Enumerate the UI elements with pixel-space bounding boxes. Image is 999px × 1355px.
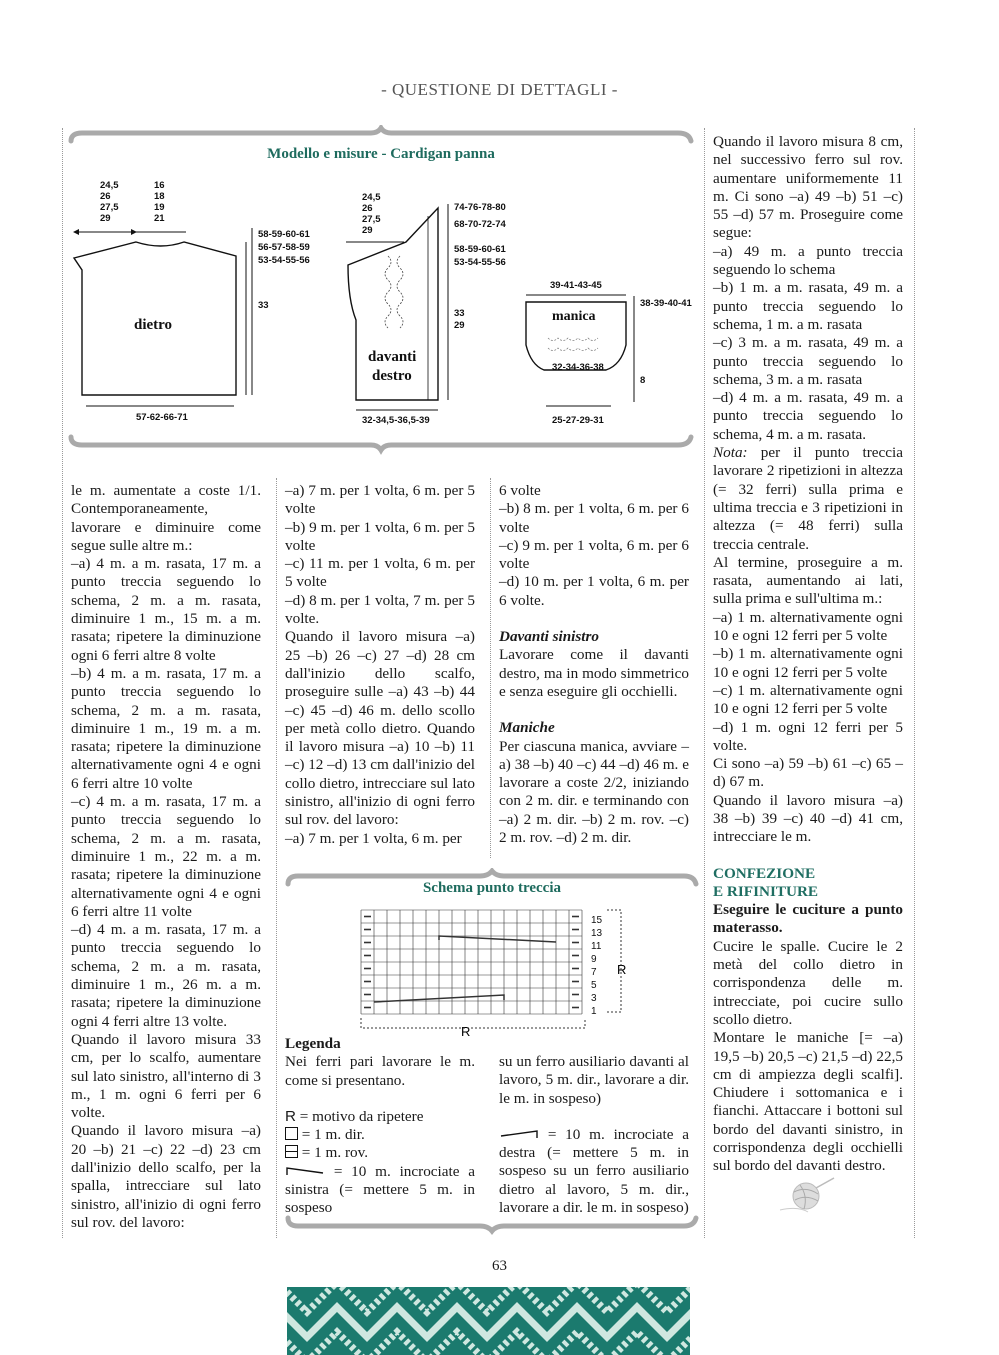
front-height-2: 29 bbox=[454, 320, 465, 331]
paragraph: –d) 1 m. ogni 12 ferri per 5 volte. bbox=[713, 718, 903, 754]
paragraph: Cucire le spalle. Cucire le 2 metà del collo dietro in corrispondenza delle m. intrecciate, poi cucire sullo scollo dietro. bbox=[713, 937, 903, 1028]
back-neck-size-3: 19 bbox=[154, 202, 165, 213]
bold-instruction: Eseguire le cuciture a punto materasso. bbox=[713, 901, 903, 937]
yarn-ball-icon bbox=[778, 1176, 838, 1216]
legend-right bbox=[499, 1053, 689, 1217]
paragraph: –b) 8 m. per 1 volta, 6 m. per 6 volte bbox=[499, 500, 689, 536]
cross-left-icon bbox=[285, 1166, 325, 1176]
front-height-1: 33 bbox=[454, 308, 465, 319]
front-shoulder-size-1: 24,5 bbox=[362, 192, 381, 203]
sleeve-cuff-height: 8 bbox=[640, 375, 646, 386]
front-right-size-1: 74-76-78-80 bbox=[454, 202, 506, 213]
back-right-size-3: 53-54-55-56 bbox=[258, 255, 310, 266]
row-number: 5 bbox=[591, 980, 597, 991]
front-right-size-4: 53-54-55-56 bbox=[454, 257, 506, 268]
front-shoulder-size-4: 29 bbox=[362, 225, 373, 236]
cable-cross-left bbox=[439, 936, 556, 942]
back-neck-size-4: 21 bbox=[154, 213, 165, 224]
paragraph: –c) 1 m. alternativamente ogni 10 e ogni 12 ferri per 5 volte bbox=[713, 681, 903, 718]
sleeve-right: 38-39-40-41 bbox=[640, 298, 692, 309]
repeat-label-right: R bbox=[617, 962, 627, 977]
row-number: 7 bbox=[591, 967, 597, 978]
back-shoulder-size-3: 27,5 bbox=[100, 202, 119, 213]
legend-item: = 1 m. dir. bbox=[285, 1126, 475, 1144]
paragraph: Montare le maniche [= –a) 19,5 –b) 20,5 –c) 21,5 –d) 22,5 cm di ampiezza degli scalfi]. Chiudere i sottomanica e i fianchi. Attaccare i bottoni sul bordo del davanti sinistro, in corrispondenza degli occhielli sul bordo del davanti destro. bbox=[713, 1029, 903, 1175]
sleeve-bottom: 25-27-29-31 bbox=[552, 415, 604, 426]
paragraph: Per ciascuna manica, avviare –a) 38 –b) 40 –c) 44 –d) 46 m. e lavorare a coste 2/2, iniziando con 2 m. dir. e terminando con –a) 2 m. dir. –b) 2 m. rov. –c) 2 m. rov. –d) 2 m. dir. bbox=[499, 737, 689, 847]
note-label: Nota: bbox=[713, 444, 748, 462]
knit-pattern-band bbox=[287, 1287, 690, 1355]
running-header: - QUESTIONE DI DETTAGLI - bbox=[381, 80, 618, 99]
back-shoulder-size-2: 26 bbox=[100, 191, 111, 202]
paragraph: –b) 1 m. a m. rasata, 49 m. a punto treccia seguendo lo schema, 1 m. a m. rasata bbox=[713, 279, 903, 333]
sleeve-top: 39-41-43-45 bbox=[550, 280, 602, 291]
text-column-4 bbox=[713, 133, 903, 1176]
legend-text: Nei ferri pari lavorare le m. come si presentano. bbox=[285, 1053, 475, 1089]
col-divider bbox=[62, 128, 63, 1238]
paragraph: –c) 9 m. per 1 volta, 6 m. per 6 volte bbox=[499, 536, 689, 573]
paragraph: –d) 10 m. per 1 volta, 6 m. per 6 volte. bbox=[499, 573, 689, 609]
garment-diagram bbox=[66, 170, 696, 440]
note-paragraph bbox=[713, 444, 903, 554]
paragraph: –c) 11 m. per 1 volta, 6 m. per 5 volte bbox=[285, 555, 475, 591]
paragraph: –d) 4 m. a m. rasata, 17 m. a punto treccia seguendo lo schema, 2 m. a m. rasata, diminuire 1 m., 26 m. a m. rasata; ripetere la diminuzione ogni 4 ferri altre 13 volte. bbox=[71, 921, 261, 1030]
legend-item: = 1 m. rov. bbox=[285, 1144, 475, 1162]
back-right-size-1: 58-59-60-61 bbox=[258, 229, 310, 240]
row-number: 1 bbox=[591, 1006, 597, 1017]
legend-text: su un ferro ausiliario davanti al lavoro, 5 m. dir., lavorare a dir. le m. in sospeso) bbox=[499, 1053, 689, 1107]
paragraph: –a) 7 m. per 1 volta, 6 m. per bbox=[285, 829, 462, 847]
back-neck-size-2: 18 bbox=[154, 191, 165, 202]
col-divider bbox=[704, 128, 705, 1238]
col-divider bbox=[914, 128, 915, 1238]
cross-right-icon bbox=[499, 1129, 539, 1139]
paragraph: –a) 49 m. a punto treccia seguendo lo schema bbox=[713, 242, 903, 279]
paragraph: –c) 3 m. a m. rasata, 49 m. a punto treccia seguendo lo schema, 3 m. a m. rasata bbox=[713, 334, 903, 388]
sleeve-cuff: 32-34-36-38 bbox=[552, 362, 604, 373]
back-width: 57-62-66-71 bbox=[136, 412, 188, 423]
row-number: 13 bbox=[591, 928, 603, 939]
cable-chart bbox=[355, 906, 645, 1036]
text-column-1 bbox=[71, 482, 261, 1232]
paragraph: –a) 1 m. alternativamente ogni 10 e ogni 12 ferri per 5 volte bbox=[713, 608, 903, 645]
row-number: 9 bbox=[591, 954, 597, 965]
paragraph: –b) 4 m. a m. rasata, 17 m. a punto treccia seguendo lo schema, 2 m. a m. rasata, diminuire 1 m., 19 m. a m. rasata; ripetere la diminuzione alternativamente ogni 4 e ogni 6 ferri altre 10 volte bbox=[71, 664, 261, 792]
subheading-davanti-sinistro: Davanti sinistro bbox=[499, 628, 600, 646]
purl-square-icon bbox=[285, 1145, 298, 1158]
front-label-line1: davanti bbox=[368, 349, 417, 365]
legend-item: = 10 m. incrociate a sinistra (= mettere 5 m. in sospeso bbox=[285, 1162, 475, 1217]
back-piece bbox=[74, 180, 310, 423]
paragraph: Lavorare come il davanti destro, ma in modo simmetrico e senza eseguire gli occhielli. bbox=[499, 646, 689, 700]
row-number: 15 bbox=[591, 915, 603, 926]
paragraph: Al termine, proseguire a m. rasata, aumentando ai lati, sulla prima e sull'ultima m.: bbox=[713, 553, 903, 608]
back-shoulder-size-4: 29 bbox=[100, 213, 111, 224]
back-right-size-2: 56-57-58-59 bbox=[258, 242, 310, 253]
paragraph: le m. aumentate a coste 1/1. Contemporaneamente, lavorare e diminuire come segue sulle altre m.: bbox=[71, 482, 261, 554]
paragraph: 6 volte bbox=[499, 482, 541, 499]
back-label: dietro bbox=[134, 317, 173, 333]
note-text: per il punto treccia lavorare 2 ripetizioni in altezza (= 32 ferri) sulla prima e ultima treccia e 3 ripetizioni in altezza (= 48 ferri) sulla treccia centrale. bbox=[713, 444, 903, 553]
back-armhole: 33 bbox=[258, 300, 269, 311]
paragraph: –b) 9 m. per 1 volta, 6 m. per 5 volte bbox=[285, 518, 475, 554]
paragraph: –d) 8 m. per 1 volta, 7 m. per 5 volte. bbox=[285, 591, 475, 628]
col-divider bbox=[490, 478, 491, 858]
row-number: 3 bbox=[591, 993, 597, 1004]
row-number: 11 bbox=[591, 941, 602, 952]
paragraph: Quando il lavoro misura 8 cm, nel successivo ferro sul rov. aumentare uniformemente 11 m. Ci sono –a) 49 –b) 51 –c) 55 –d) 57 m. Proseguire come segue: bbox=[713, 133, 903, 242]
section-title-line1: CONFEZIONE bbox=[713, 864, 816, 882]
back-neck-size-1: 16 bbox=[154, 180, 165, 191]
repeat-label-bottom: R bbox=[461, 1024, 471, 1036]
paragraph: –a) 4 m. a m. rasata, 17 m. a punto treccia seguendo lo schema, 2 m. a m. rasata, diminuire 1 m., 15 m. a m. rasata; ripetere la diminuzione ogni 6 ferri altre 8 volte bbox=[71, 555, 261, 664]
col-divider bbox=[276, 478, 277, 1238]
legend-item: = 10 m. incrociate a destra (= mettere 5 m. in sospeso su un ferro ausiliario dietro al lavoro, 5 m. dir., lavorare a dir. le m. in sospeso) bbox=[499, 1125, 689, 1217]
front-right-size-2: 68-70-72-74 bbox=[454, 219, 506, 230]
front-piece bbox=[346, 192, 506, 426]
back-shoulder-size-1: 24,5 bbox=[100, 180, 119, 191]
subheading-maniche: Maniche bbox=[499, 719, 555, 737]
knit-square-icon bbox=[285, 1127, 298, 1140]
paragraph: Quando il lavoro misura 33 cm, per lo scalfo, aumentare sul lato sinistro, all'interno di 3 m., 1 m. ogni 6 ferri per 6 volte. bbox=[71, 1030, 261, 1122]
front-width: 32-34,5-36,5-39 bbox=[362, 415, 430, 426]
paragraph: –c) 4 m. a m. rasata, 17 m. a punto treccia seguendo lo schema, 2 m. a m. rasata, diminuire 1 m., 22 m. a m. rasata; ripetere la diminuzione alternativamente ogni 4 e ogni 6 ferri altre 11 volte bbox=[71, 793, 261, 920]
section-title-line2: E RIFINITURE bbox=[713, 882, 819, 900]
paragraph: Quando il lavoro misura –a) 25 –b) 26 –c) 27 –d) 28 cm dall'inizio dello scalfo, proseguire sulle –a) 43 –b) 44 –c) 45 –d) 46 m. dello scollo per metà collo dietro. Quando il lavoro misura –a) 10 –b) 11 –c) 12 –d) 13 cm dall'inizio del collo dietro, intrecciare sul lato sinistro, all'inizio di ogni ferro sul rov. del lavoro: bbox=[285, 628, 475, 829]
front-shoulder-size-3: 27,5 bbox=[362, 214, 381, 225]
legend-title: Legenda bbox=[285, 1035, 341, 1052]
page-number: 63 bbox=[492, 1258, 507, 1274]
model-box-title: Modello e misure - Cardigan panna bbox=[267, 146, 495, 162]
sleeve-label: manica bbox=[552, 309, 596, 324]
paragraph: Quando il lavoro misura –a) 38 –b) 39 –c) 40 –d) 41 cm, intrecciare le m. bbox=[713, 791, 903, 846]
text-column-3 bbox=[499, 482, 689, 847]
paragraph: –b) 1 m. alternativamente ogni 10 e ogni 12 ferri per 5 volte bbox=[713, 645, 903, 681]
front-label-line2: destro bbox=[372, 368, 412, 384]
paragraph: Ci sono –a) 59 –b) 61 –c) 65 –d) 67 m. bbox=[713, 755, 903, 791]
legend-left bbox=[285, 1035, 475, 1218]
text-column-2 bbox=[285, 482, 475, 848]
paragraph: Quando il lavoro misura –a) 20 –b) 21 –c) 22 –d) 23 cm dall'inizio dello scalfo, per la spalla, intrecciare sul lato sinistro, all'inizio di ogni ferro sul rov. del lavoro: bbox=[71, 1122, 261, 1231]
paragraph: –d) 4 m. a m. rasata, 49 m. a punto treccia seguendo lo schema, 4 m. a m. rasata. bbox=[713, 389, 903, 443]
schema-title: Schema punto treccia bbox=[422, 880, 562, 896]
legend-item: R = motivo da ripetere bbox=[285, 1107, 424, 1125]
paragraph: –a) 7 m. per 1 volta, 6 m. per 5 volte bbox=[285, 482, 475, 518]
front-shoulder-size-2: 26 bbox=[362, 203, 373, 214]
sleeve-piece bbox=[526, 280, 692, 426]
front-right-size-3: 58-59-60-61 bbox=[454, 244, 506, 255]
